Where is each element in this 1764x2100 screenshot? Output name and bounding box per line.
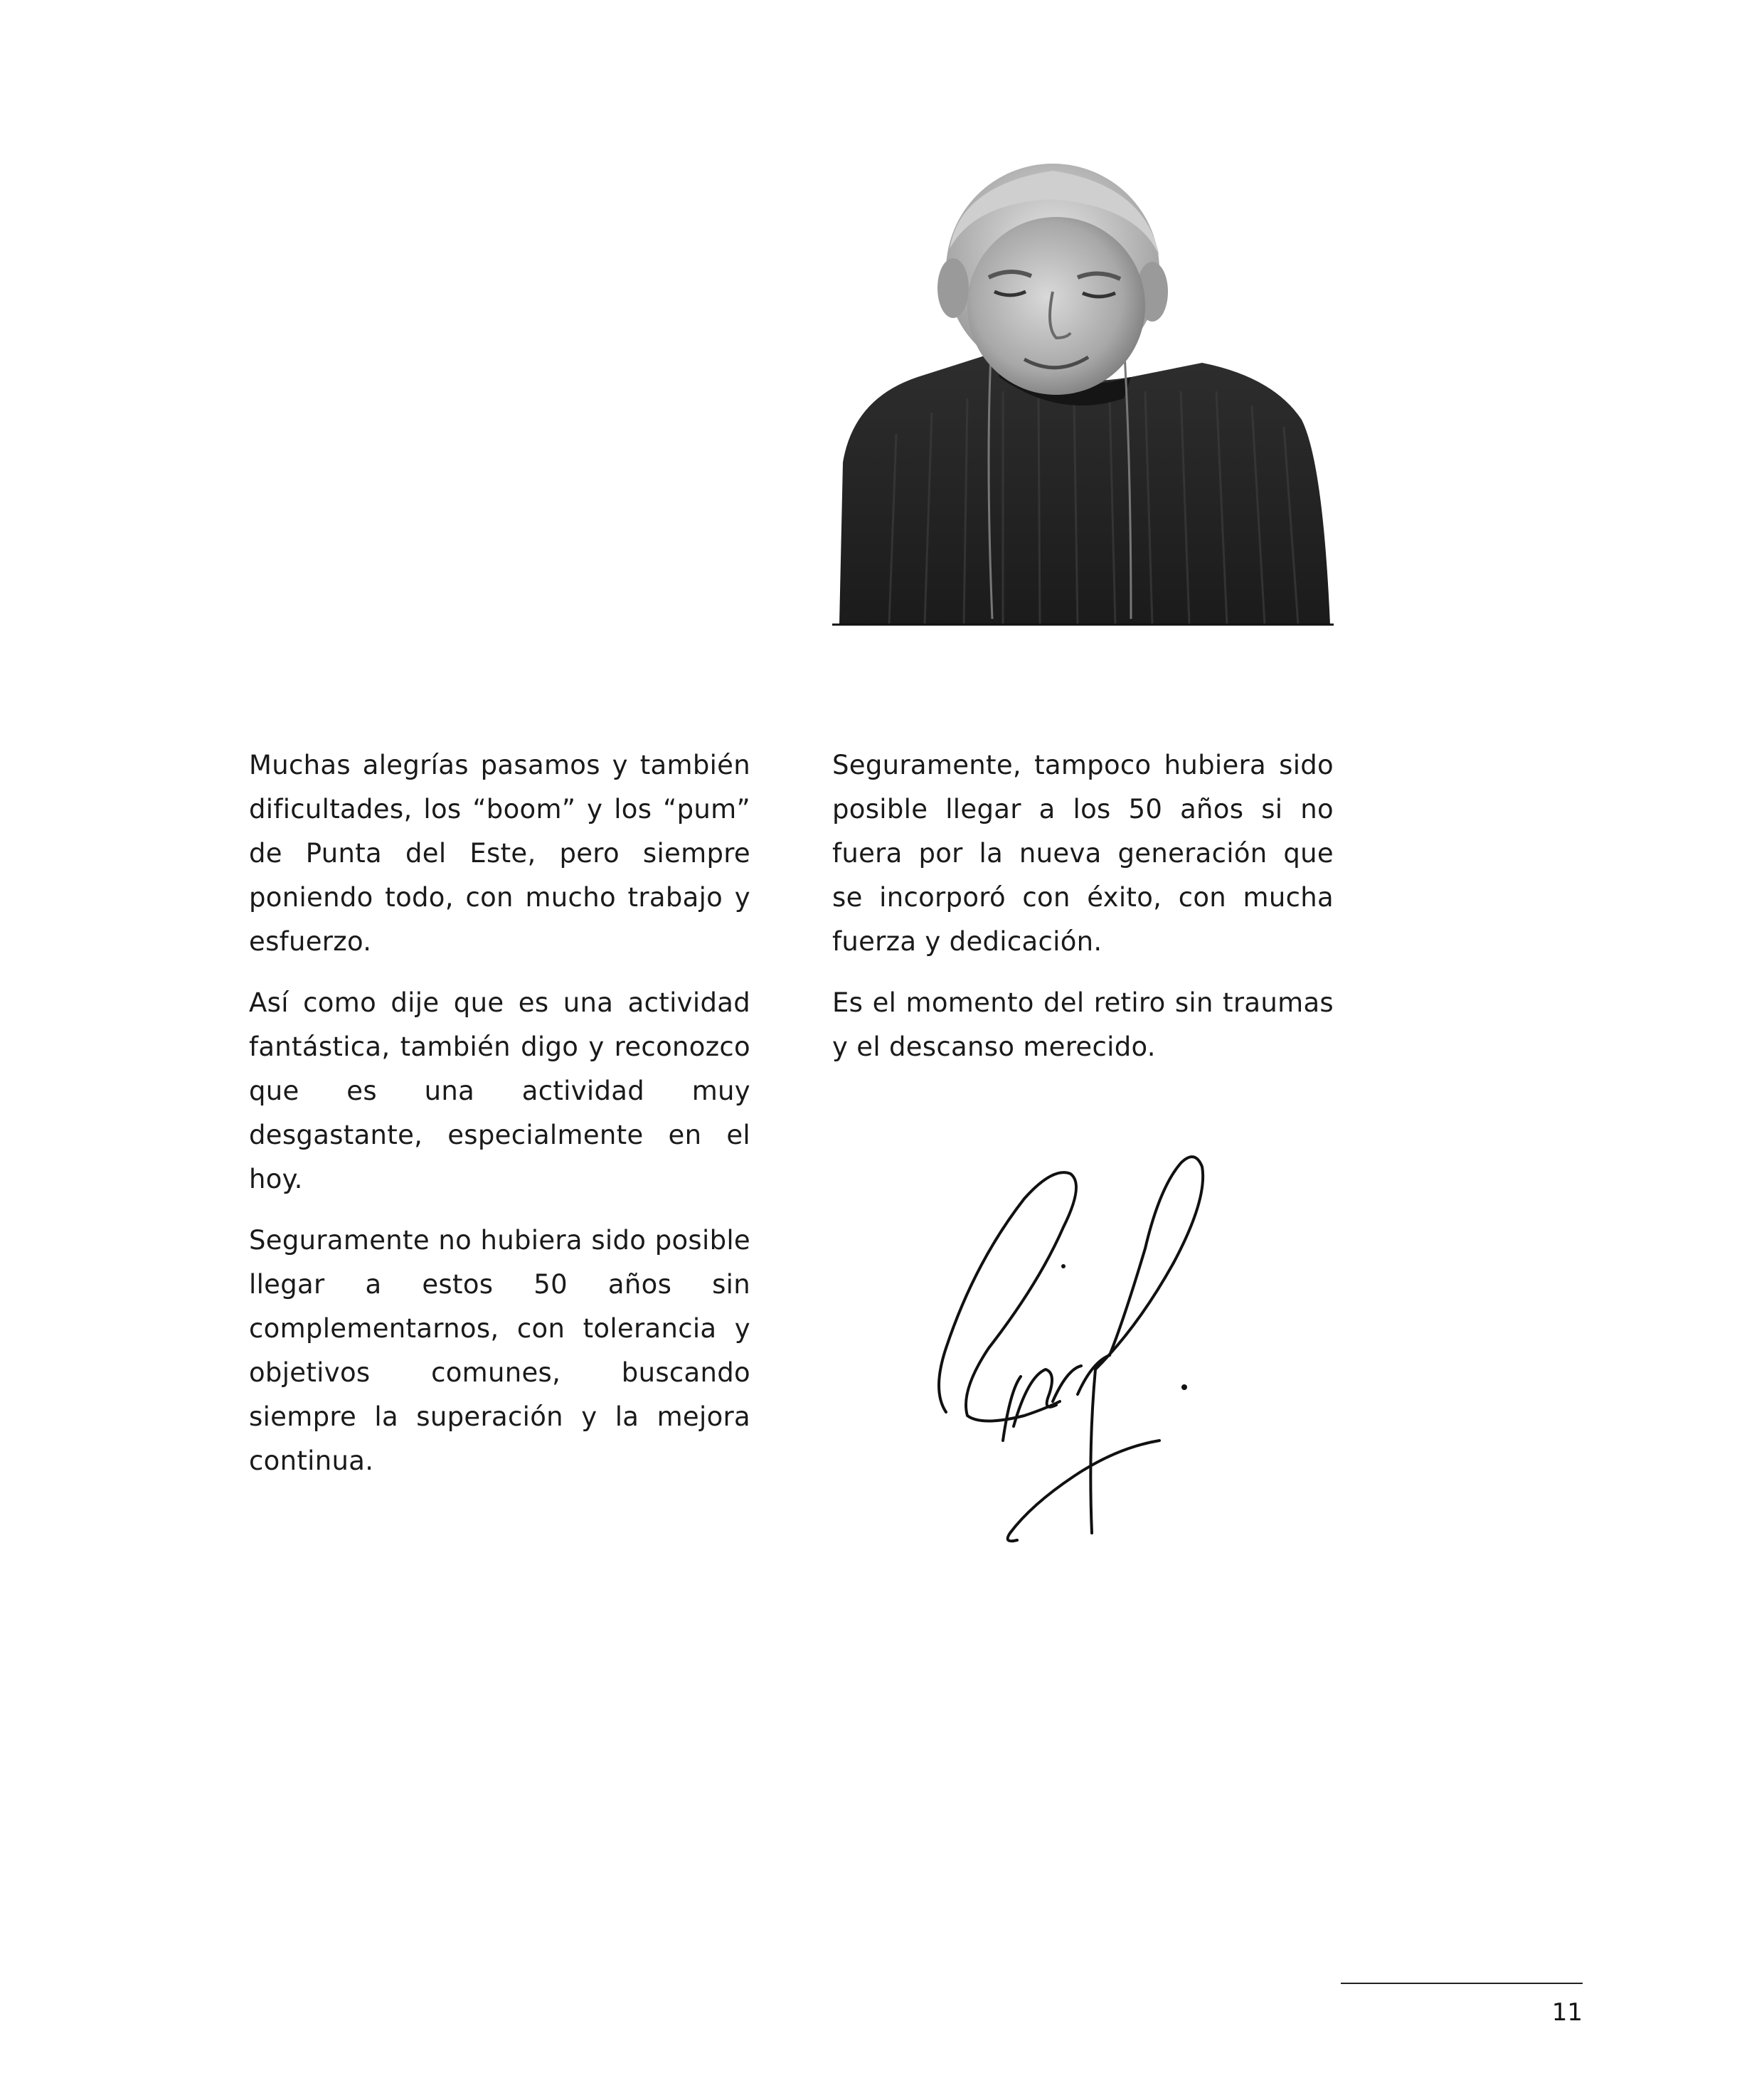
portrait-photo-icon <box>832 164 1334 626</box>
signature-icon <box>903 1135 1273 1561</box>
portrait-photo <box>832 164 1334 626</box>
page-number: 11 <box>1551 1998 1583 2027</box>
signature <box>903 1135 1273 1561</box>
paragraph: Seguramente no hubiera sido posible llegar a estos 50 años sin complementarnos, con tolerancia y objetivos comunes, buscando siempre la superación y la mejora continua. <box>249 1225 750 1476</box>
paragraph: Seguramente, tampoco hubiera sido posible llegar a los 50 años si no fuera por la nueva generación que se incorporó con éxito, con mucha fuerza y dedicación. <box>832 750 1334 957</box>
text-column-left <box>249 743 750 1500</box>
text-column-right <box>832 743 1334 1086</box>
paragraph: Así como dije que es una actividad fantástica, también digo y reconozco que es una actividad muy desgastante, especialmente en el hoy. <box>249 987 750 1194</box>
paragraph: Es el momento del retiro sin traumas y el descanso merecido. <box>832 987 1334 1062</box>
footer-divider <box>1341 1983 1583 1984</box>
paragraph: Muchas alegrías pasamos y también dificultades, los “boom” y los “pum” de Punta del Este, pero siempre poniendo todo, con mucho trabajo y esfuerzo. <box>249 750 750 957</box>
